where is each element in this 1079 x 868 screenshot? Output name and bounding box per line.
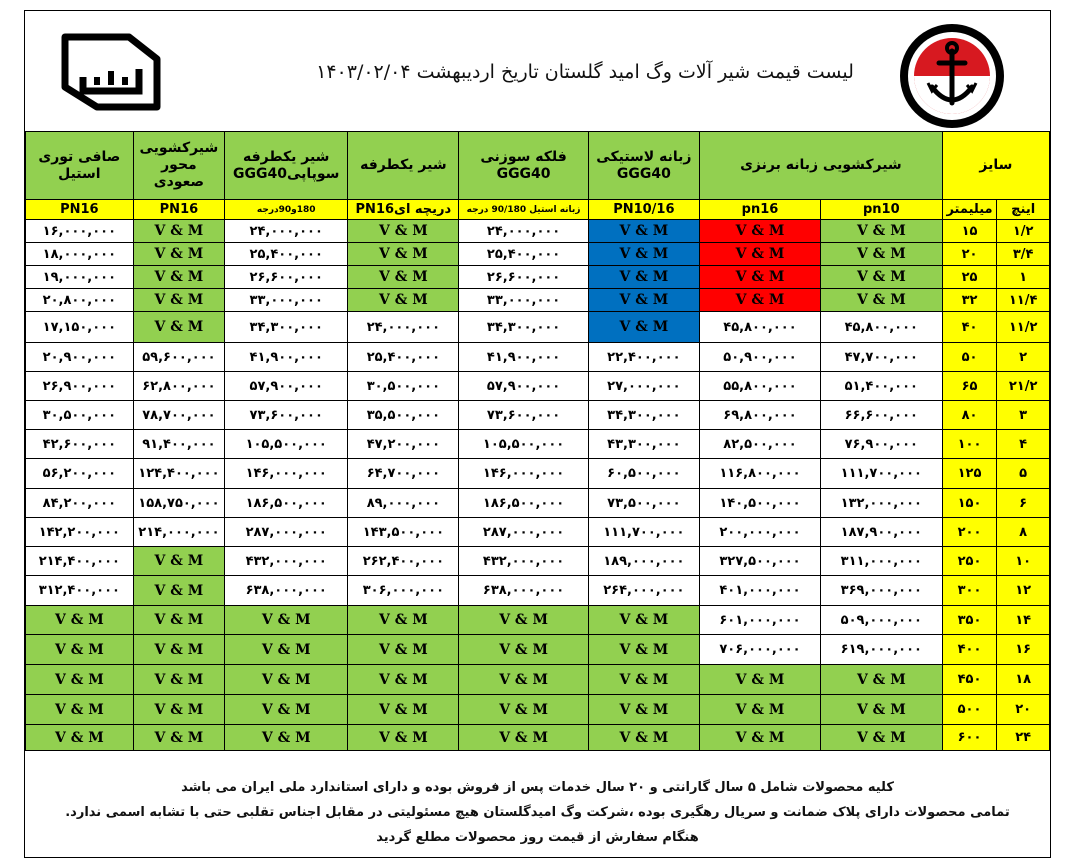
cell-pn16: V & M: [700, 220, 821, 243]
cell-sopapi: ۴۱,۹۰۰,۰۰۰: [225, 343, 348, 372]
header-bronze-gate: شیرکشویی زبانه برنزی: [700, 132, 943, 200]
cell-rising: V & M: [133, 725, 224, 751]
cell-inch: ۵: [997, 459, 1050, 489]
cell-pn16: ۵۰,۹۰۰,۰۰۰: [700, 343, 821, 372]
cell-rubber: V & M: [588, 289, 699, 312]
cell-sopapi: ۳۳,۰۰۰,۰۰۰: [225, 289, 348, 312]
cell-mm: ۳۰۰: [942, 576, 997, 606]
cell-mm: ۶۵: [942, 372, 997, 401]
cell-pn10: V & M: [820, 695, 942, 725]
cell-sopapi: ۳۴,۳۰۰,۰۰۰: [225, 312, 348, 343]
cell-rubber: V & M: [588, 266, 699, 289]
price-table: [25, 131, 1050, 751]
cell-mm: ۲۵: [942, 266, 997, 289]
cell-mm: ۱۰۰: [942, 430, 997, 459]
cell-rubber: V & M: [588, 220, 699, 243]
cell-strainer: V & M: [26, 725, 134, 751]
cell-rubber: ۳۴,۳۰۰,۰۰۰: [588, 401, 699, 430]
table-row: [26, 606, 1050, 635]
cell-sopapi: ۵۷,۹۰۰,۰۰۰: [225, 372, 348, 401]
cell-check: ۱۴۳,۵۰۰,۰۰۰: [348, 518, 459, 547]
cell-pn10: ۳۶۹,۰۰۰,۰۰۰: [820, 576, 942, 606]
cell-inch: ۱۱/۲: [997, 312, 1050, 343]
cell-mm: ۲۰: [942, 243, 997, 266]
cell-mm: ۵۰۰: [942, 695, 997, 725]
cell-strainer: ۱۹,۰۰۰,۰۰۰: [26, 266, 134, 289]
cell-strainer: V & M: [26, 606, 134, 635]
cell-sopapi: ۱۰۵,۵۰۰,۰۰۰: [225, 430, 348, 459]
cell-inch: ۱۶: [997, 635, 1050, 665]
table-row: [26, 547, 1050, 576]
cell-strainer: ۸۴,۲۰۰,۰۰۰: [26, 489, 134, 518]
cell-needle: ۱۸۶,۵۰۰,۰۰۰: [459, 489, 588, 518]
cell-mm: ۶۰۰: [942, 725, 997, 751]
cell-sopapi: ۲۶,۶۰۰,۰۰۰: [225, 266, 348, 289]
cell-inch: ۱۰: [997, 547, 1050, 576]
cell-mm: ۲۰۰: [942, 518, 997, 547]
cell-sopapi: ۲۵,۴۰۰,۰۰۰: [225, 243, 348, 266]
table-row: [26, 725, 1050, 751]
cell-sopapi: ۲۴,۰۰۰,۰۰۰: [225, 220, 348, 243]
cell-rising: V & M: [133, 243, 224, 266]
cell-sopapi: V & M: [225, 665, 348, 695]
cell-pn16: ۴۰۱,۰۰۰,۰۰۰: [700, 576, 821, 606]
cell-check: V & M: [348, 635, 459, 665]
cell-rubber: V & M: [588, 665, 699, 695]
cell-needle: ۷۳,۶۰۰,۰۰۰: [459, 401, 588, 430]
footer-line-serial: تمامی محصولات دارای پلاک ضمانت و سریال رهگیری بوده ،شرکت وگ امیدگلستان هیچ مسئولیتی در مقابل اجناس تقلبی حتی با تشابه اسمی ندارد.: [65, 805, 1010, 820]
cell-check: ۳۰,۵۰۰,۰۰۰: [348, 372, 459, 401]
cell-check: ۲۴,۰۰۰,۰۰۰: [348, 312, 459, 343]
cell-rising: ۱۲۴,۴۰۰,۰۰۰: [133, 459, 224, 489]
table-row: [26, 372, 1050, 401]
cell-rubber: ۲۲,۴۰۰,۰۰۰: [588, 343, 699, 372]
table-row: [26, 243, 1050, 266]
cell-strainer: ۱۸,۰۰۰,۰۰۰: [26, 243, 134, 266]
cell-rubber: ۱۱۱,۷۰۰,۰۰۰: [588, 518, 699, 547]
table-row: [26, 695, 1050, 725]
cell-strainer: ۳۰,۵۰۰,۰۰۰: [26, 401, 134, 430]
table-row: [26, 459, 1050, 489]
table-row: [26, 401, 1050, 430]
cell-rising: ۹۱,۴۰۰,۰۰۰: [133, 430, 224, 459]
subheader-pn16: pn16: [700, 200, 821, 220]
subheader-inch: اینچ: [997, 200, 1050, 220]
cell-inch: ۲۰: [997, 695, 1050, 725]
cell-inch: ۱/۲: [997, 220, 1050, 243]
cell-strainer: ۳۱۲,۴۰۰,۰۰۰: [26, 576, 134, 606]
cell-strainer: ۲۶,۹۰۰,۰۰۰: [26, 372, 134, 401]
cell-pn16: ۳۲۷,۵۰۰,۰۰۰: [700, 547, 821, 576]
cell-needle: ۱۰۵,۵۰۰,۰۰۰: [459, 430, 588, 459]
cell-strainer: V & M: [26, 665, 134, 695]
price-sheet: [24, 10, 1051, 858]
cell-pn10: ۷۶,۹۰۰,۰۰۰: [820, 430, 942, 459]
cell-rising: V & M: [133, 547, 224, 576]
page-title: لیست قیمت شیر آلات وگ امید گلستان تاریخ اردیبهشت ۱۴۰۳/۰۲/۰۴: [316, 61, 854, 83]
cell-strainer: ۵۶,۲۰۰,۰۰۰: [26, 459, 134, 489]
cell-rising: ۲۱۴,۰۰۰,۰۰۰: [133, 518, 224, 547]
cell-needle: ۲۶,۶۰۰,۰۰۰: [459, 266, 588, 289]
cell-pn16: V & M: [700, 695, 821, 725]
cell-pn16: ۱۱۶,۸۰۰,۰۰۰: [700, 459, 821, 489]
cell-needle: ۴۳۲,۰۰۰,۰۰۰: [459, 547, 588, 576]
cell-inch: ۳: [997, 401, 1050, 430]
table-row: [26, 665, 1050, 695]
cell-inch: ۱۱/۴: [997, 289, 1050, 312]
cell-mm: ۲۵۰: [942, 547, 997, 576]
table-row: [26, 635, 1050, 665]
cell-inch: ۸: [997, 518, 1050, 547]
cell-rubber: ۱۸۹,۰۰۰,۰۰۰: [588, 547, 699, 576]
cell-pn16: ۴۵,۸۰۰,۰۰۰: [700, 312, 821, 343]
cell-needle: ۶۳۸,۰۰۰,۰۰۰: [459, 576, 588, 606]
cell-sopapi: ۷۳,۶۰۰,۰۰۰: [225, 401, 348, 430]
header-strainer: صافی توری استیل: [26, 132, 134, 200]
header-rubber-gate: زبانه لاستیکی GGG40: [588, 132, 699, 200]
subheader-rising-pn: PN16: [133, 200, 224, 220]
cell-rubber: V & M: [588, 725, 699, 751]
cell-mm: ۱۵: [942, 220, 997, 243]
cell-pn16: ۲۰۰,۰۰۰,۰۰۰: [700, 518, 821, 547]
subheader-mm: میلیمتر: [942, 200, 997, 220]
cell-pn10: ۶۶,۶۰۰,۰۰۰: [820, 401, 942, 430]
cell-pn10: ۳۱۱,۰۰۰,۰۰۰: [820, 547, 942, 576]
cell-sopapi: V & M: [225, 635, 348, 665]
cell-pn10: ۵۱,۴۰۰,۰۰۰: [820, 372, 942, 401]
header-rising-stem-gate: شیرکشویی محور صعودی: [133, 132, 224, 200]
company-logo-icon: [897, 21, 1007, 131]
cell-rising: ۱۵۸,۷۵۰,۰۰۰: [133, 489, 224, 518]
cell-inch: ۲۱/۲: [997, 372, 1050, 401]
cell-pn10: ۱۳۲,۰۰۰,۰۰۰: [820, 489, 942, 518]
cell-needle: ۳۴,۳۰۰,۰۰۰: [459, 312, 588, 343]
cell-check: ۲۵,۴۰۰,۰۰۰: [348, 343, 459, 372]
cell-inch: ۲۴: [997, 725, 1050, 751]
cell-rising: V & M: [133, 266, 224, 289]
header-check-valve: شیر یکطرفه: [348, 132, 459, 200]
cell-check: ۳۵,۵۰۰,۰۰۰: [348, 401, 459, 430]
cell-sopapi: V & M: [225, 695, 348, 725]
cell-pn10: ۱۱۱,۷۰۰,۰۰۰: [820, 459, 942, 489]
cell-inch: ۱: [997, 266, 1050, 289]
cell-needle: V & M: [459, 695, 588, 725]
cell-mm: ۸۰: [942, 401, 997, 430]
cell-rising: V & M: [133, 312, 224, 343]
cell-mm: ۳۲: [942, 289, 997, 312]
cell-strainer: ۲۱۴,۴۰۰,۰۰۰: [26, 547, 134, 576]
cell-pn16: ۶۰۱,۰۰۰,۰۰۰: [700, 606, 821, 635]
cell-check: V & M: [348, 665, 459, 695]
table-row: [26, 312, 1050, 343]
cell-pn10: V & M: [820, 266, 942, 289]
cell-rising: ۵۹,۶۰۰,۰۰۰: [133, 343, 224, 372]
cell-needle: ۳۳,۰۰۰,۰۰۰: [459, 289, 588, 312]
cell-rubber: ۴۳,۳۰۰,۰۰۰: [588, 430, 699, 459]
cell-rubber: V & M: [588, 606, 699, 635]
cell-check: V & M: [348, 606, 459, 635]
table-row: [26, 289, 1050, 312]
table-row: [26, 220, 1050, 243]
cell-pn16: ۵۵,۸۰۰,۰۰۰: [700, 372, 821, 401]
cell-strainer: ۱۴۲,۲۰۰,۰۰۰: [26, 518, 134, 547]
cell-pn16: V & M: [700, 665, 821, 695]
subheader-strainer-pn: PN16: [26, 200, 134, 220]
cell-check: V & M: [348, 220, 459, 243]
cell-check: V & M: [348, 695, 459, 725]
header-check-valve-sopapi: شیر یکطرفه سوپاپیGGG40: [225, 132, 348, 200]
cell-inch: ۲: [997, 343, 1050, 372]
cell-rising: ۶۲,۸۰۰,۰۰۰: [133, 372, 224, 401]
cell-strainer: ۱۷,۱۵۰,۰۰۰: [26, 312, 134, 343]
sheet-header: [25, 11, 1050, 131]
cell-inch: ۱۸: [997, 665, 1050, 695]
cell-rising: V & M: [133, 665, 224, 695]
cell-check: ۲۶۲,۴۰۰,۰۰۰: [348, 547, 459, 576]
subheader-sopapi: 180و90درجه: [225, 200, 348, 220]
cell-rising: ۷۸,۷۰۰,۰۰۰: [133, 401, 224, 430]
cell-sopapi: ۲۸۷,۰۰۰,۰۰۰: [225, 518, 348, 547]
cell-pn10: ۴۵,۸۰۰,۰۰۰: [820, 312, 942, 343]
cell-rubber: ۲۶۴,۰۰۰,۰۰۰: [588, 576, 699, 606]
cell-needle: ۱۴۶,۰۰۰,۰۰۰: [459, 459, 588, 489]
cell-strainer: V & M: [26, 695, 134, 725]
table-row: [26, 343, 1050, 372]
header-needle-flange: فلکه سوزنی GGG40: [459, 132, 588, 200]
cell-mm: ۵۰: [942, 343, 997, 372]
cell-pn10: V & M: [820, 243, 942, 266]
cell-mm: ۱۵۰: [942, 489, 997, 518]
cell-rising: V & M: [133, 576, 224, 606]
cell-needle: ۲۸۷,۰۰۰,۰۰۰: [459, 518, 588, 547]
cell-needle: V & M: [459, 725, 588, 751]
cell-rubber: V & M: [588, 635, 699, 665]
cell-pn16: ۷۰۶,۰۰۰,۰۰۰: [700, 635, 821, 665]
cell-needle: V & M: [459, 635, 588, 665]
cell-check: ۶۴,۷۰۰,۰۰۰: [348, 459, 459, 489]
cell-pn10: ۶۱۹,۰۰۰,۰۰۰: [820, 635, 942, 665]
cell-rising: V & M: [133, 606, 224, 635]
footer-line-warranty: کلیه محصولات شامل ۵ سال گارانتی و ۲۰ سال خدمات پس از فروش بوده و دارای استاندارد ملی ایران می باشد: [181, 780, 894, 795]
cell-rubber: V & M: [588, 312, 699, 343]
standard-logo-icon: [57, 29, 167, 114]
cell-inch: ۱۲: [997, 576, 1050, 606]
cell-pn16: ۱۴۰,۵۰۰,۰۰۰: [700, 489, 821, 518]
table-row: [26, 576, 1050, 606]
cell-pn10: V & M: [820, 725, 942, 751]
cell-inch: ۴: [997, 430, 1050, 459]
cell-strainer: V & M: [26, 635, 134, 665]
cell-rising: V & M: [133, 289, 224, 312]
cell-pn16: ۸۲,۵۰۰,۰۰۰: [700, 430, 821, 459]
subheader-needle: زبانه استیل 90/180 درجه: [459, 200, 588, 220]
cell-pn10: ۴۷,۷۰۰,۰۰۰: [820, 343, 942, 372]
cell-sopapi: ۴۳۲,۰۰۰,۰۰۰: [225, 547, 348, 576]
cell-inch: ۶: [997, 489, 1050, 518]
cell-rising: V & M: [133, 695, 224, 725]
cell-sopapi: ۱۴۶,۰۰۰,۰۰۰: [225, 459, 348, 489]
cell-strainer: ۲۰,۹۰۰,۰۰۰: [26, 343, 134, 372]
cell-strainer: ۲۰,۸۰۰,۰۰۰: [26, 289, 134, 312]
cell-rubber: V & M: [588, 243, 699, 266]
cell-needle: ۵۷,۹۰۰,۰۰۰: [459, 372, 588, 401]
subheader-pn10: pn10: [820, 200, 942, 220]
cell-sopapi: V & M: [225, 606, 348, 635]
cell-mm: ۳۵۰: [942, 606, 997, 635]
cell-pn10: ۱۸۷,۹۰۰,۰۰۰: [820, 518, 942, 547]
cell-pn16: V & M: [700, 243, 821, 266]
cell-rubber: ۲۷,۰۰۰,۰۰۰: [588, 372, 699, 401]
cell-inch: ۱۴: [997, 606, 1050, 635]
cell-check: ۸۹,۰۰۰,۰۰۰: [348, 489, 459, 518]
cell-needle: ۲۴,۰۰۰,۰۰۰: [459, 220, 588, 243]
cell-inch: ۳/۴: [997, 243, 1050, 266]
cell-needle: V & M: [459, 606, 588, 635]
cell-pn16: V & M: [700, 289, 821, 312]
cell-check: V & M: [348, 266, 459, 289]
subheader-rubber-pn: PN10/16: [588, 200, 699, 220]
cell-check: V & M: [348, 243, 459, 266]
cell-check: V & M: [348, 725, 459, 751]
cell-check: V & M: [348, 289, 459, 312]
cell-rising: V & M: [133, 635, 224, 665]
cell-rising: V & M: [133, 220, 224, 243]
cell-pn16: ۶۹,۸۰۰,۰۰۰: [700, 401, 821, 430]
cell-sopapi: V & M: [225, 725, 348, 751]
subheader-check: دریچه ایPN16: [348, 200, 459, 220]
footer-notes: [25, 751, 1050, 857]
cell-check: ۳۰۶,۰۰۰,۰۰۰: [348, 576, 459, 606]
cell-pn16: V & M: [700, 266, 821, 289]
table-row: [26, 518, 1050, 547]
cell-pn10: ۵۰۹,۰۰۰,۰۰۰: [820, 606, 942, 635]
cell-check: ۴۷,۲۰۰,۰۰۰: [348, 430, 459, 459]
cell-mm: ۴۰۰: [942, 635, 997, 665]
cell-strainer: ۴۲,۶۰۰,۰۰۰: [26, 430, 134, 459]
header-size: سایز: [942, 132, 1049, 200]
cell-rubber: ۶۰,۵۰۰,۰۰۰: [588, 459, 699, 489]
cell-pn10: V & M: [820, 665, 942, 695]
cell-rubber: V & M: [588, 695, 699, 725]
cell-sopapi: ۱۸۶,۵۰۰,۰۰۰: [225, 489, 348, 518]
cell-pn16: V & M: [700, 725, 821, 751]
cell-mm: ۱۲۵: [942, 459, 997, 489]
cell-pn10: V & M: [820, 289, 942, 312]
table-row: [26, 489, 1050, 518]
table-row: [26, 266, 1050, 289]
cell-needle: ۴۱,۹۰۰,۰۰۰: [459, 343, 588, 372]
cell-mm: ۴۵۰: [942, 665, 997, 695]
cell-needle: ۲۵,۴۰۰,۰۰۰: [459, 243, 588, 266]
table-row: [26, 430, 1050, 459]
cell-needle: V & M: [459, 665, 588, 695]
cell-mm: ۴۰: [942, 312, 997, 343]
cell-rubber: ۷۳,۵۰۰,۰۰۰: [588, 489, 699, 518]
footer-line-price-notice: هنگام سفارش از قیمت روز محصولات مطلع گردید: [376, 830, 699, 845]
cell-sopapi: ۶۳۸,۰۰۰,۰۰۰: [225, 576, 348, 606]
cell-pn10: V & M: [820, 220, 942, 243]
cell-strainer: ۱۶,۰۰۰,۰۰۰: [26, 220, 134, 243]
